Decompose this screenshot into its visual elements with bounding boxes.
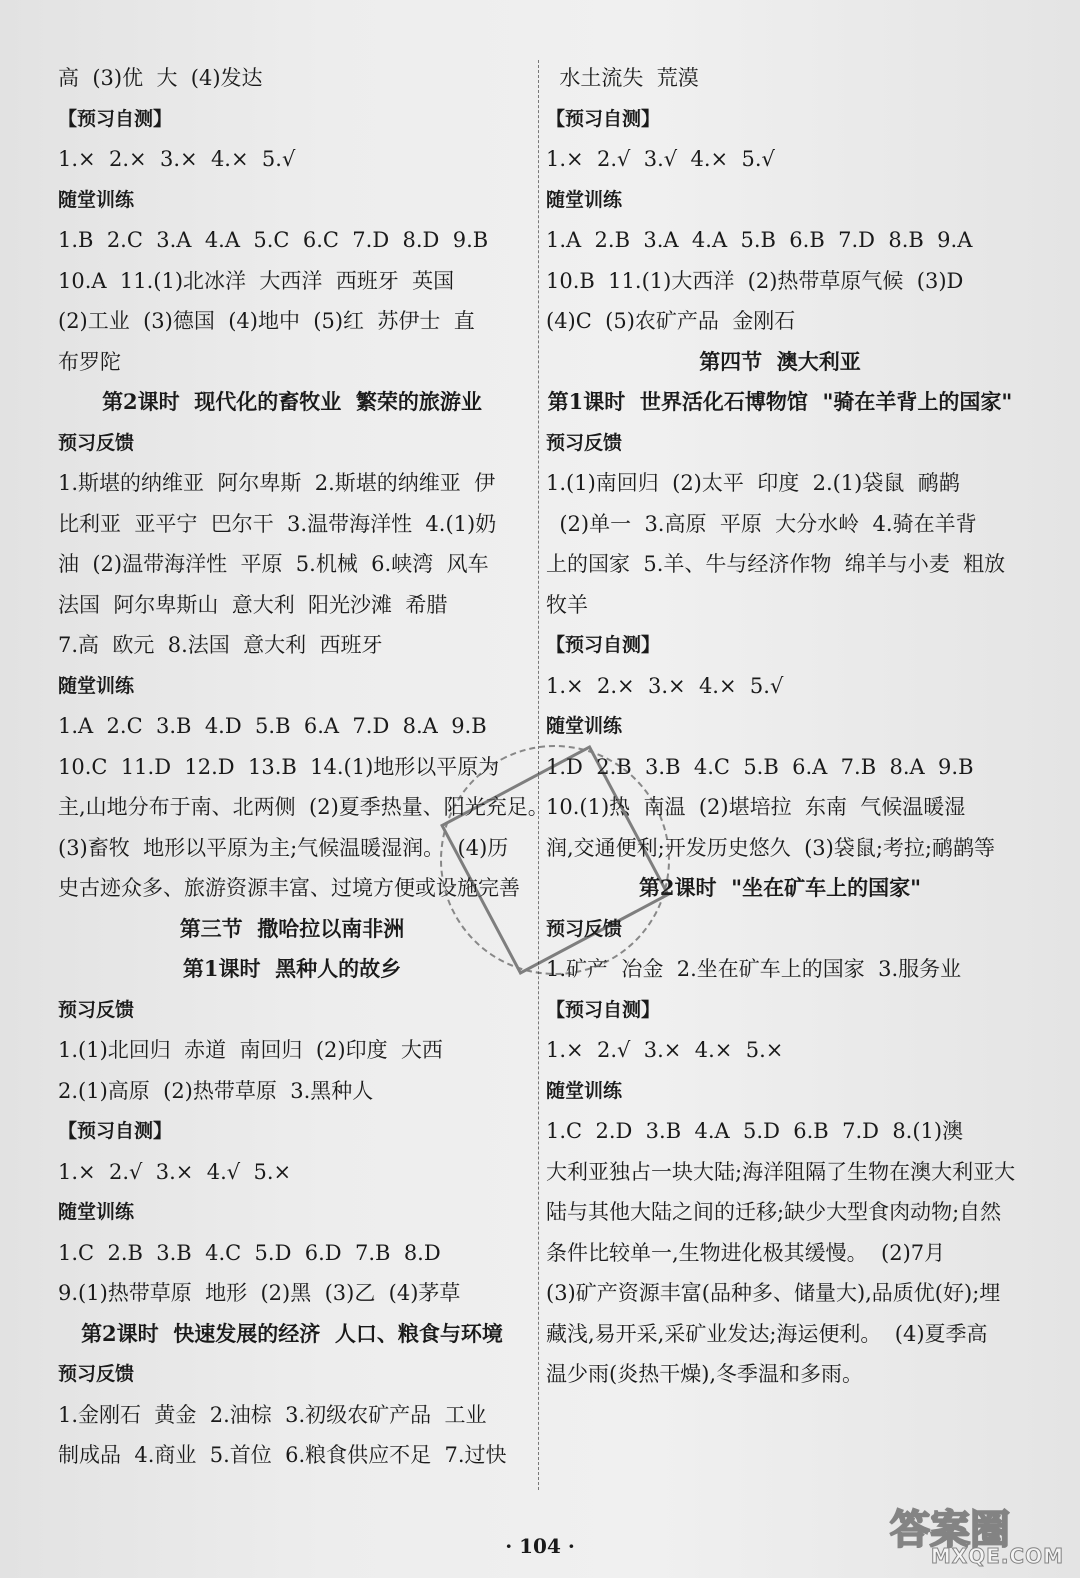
answer-line: 1.矿产 冶金 2.坐在矿车上的国家 3.服务业 <box>546 957 962 981</box>
page-number: · 104 · <box>505 1534 575 1558</box>
answer-line: 大利亚独占一块大陆;海洋阻隔了生物在澳大利亚大 <box>546 1159 1016 1184</box>
answer-line: 藏浅,易开采,采矿业发达;海运便利。 (4)夏季高 <box>546 1321 988 1346</box>
answer-line: 10.A 11.(1)北冰洋 大西洋 西班牙 英国 <box>58 268 455 293</box>
answer-line: 制成品 4.商业 5.首位 6.粮食供应不足 7.过快 <box>58 1443 507 1467</box>
answer-line: 1.C 2.B 3.B 4.C 5.D 6.D 7.B 8.D <box>58 1240 441 1265</box>
section-heading: 第2课时 "坐在矿车上的国家" <box>638 875 922 900</box>
answer-line: 1.× 2.× 3.× 4.× 5.√ <box>58 147 296 171</box>
answer-line: 1.金刚石 黄金 2.油棕 3.初级农矿产品 工业 <box>58 1402 487 1427</box>
answer-line: 2.(1)高原 (2)热带草原 3.黑种人 <box>58 1078 374 1103</box>
answer-line: 法国 阿尔卑斯山 意大利 阳光沙滩 希腊 <box>58 592 448 617</box>
subsection-label: 随堂训练 <box>58 1201 135 1223</box>
answer-line: 条件比较单一,生物进化极其缓慢。 (2)7月 <box>546 1240 946 1265</box>
answer-line: 1.× 2.√ 3.× 4.× 5.× <box>546 1038 784 1062</box>
section-heading: 第三节 撒哈拉以南非洲 <box>179 915 405 941</box>
answer-line: 1.A 2.B 3.A 4.A 5.B 6.B 7.D 8.B 9.A <box>546 228 973 252</box>
subsection-label: 【预习自测】 <box>546 107 661 130</box>
answer-line: 10.(1)热 南温 (2)堪培拉 东南 气候温暖湿 <box>546 795 966 819</box>
answer-line: (2)工业 (3)德国 (4)地中 (5)红 苏伊士 直 <box>58 309 475 333</box>
answer-line: 1.B 2.C 3.A 4.A 5.C 6.C 7.D 8.D 9.B <box>58 228 489 252</box>
subsection-label: 【预习自测】 <box>546 634 661 656</box>
subsection-label: 随堂训练 <box>546 715 623 737</box>
answer-line: 1.斯堪的纳维亚 阿尔卑斯 2.斯堪的纳维亚 伊 <box>58 471 496 495</box>
subsection-label: 预习反馈 <box>546 917 623 940</box>
answer-line: (2)单一 3.高原 平原 大分水岭 4.骑在羊背 <box>546 511 977 536</box>
answer-line: 9.(1)热带草原 地形 (2)黑 (3)乙 (4)茅草 <box>58 1281 461 1305</box>
answer-line: 陆与其他大陆之间的迁移;缺少大型食肉动物;自然 <box>546 1200 1002 1224</box>
answer-line: (3)矿产资源丰富(品种多、储量大),品质优(好);埋 <box>546 1281 1001 1305</box>
answer-line: 油 (2)温带海洋性 平原 5.机械 6.峡湾 风车 <box>58 552 489 576</box>
watermark-cn: 答案圈 <box>890 1507 1010 1553</box>
subsection-label: 随堂训练 <box>546 188 623 211</box>
answer-line: 水土流失 荒漠 <box>546 66 699 90</box>
answer-line: 1.× 2.× 3.× 4.× 5.√ <box>546 673 784 698</box>
right-column <box>546 58 1014 1395</box>
subsection-label: 随堂训练 <box>546 1079 623 1102</box>
subsection-label: 随堂训练 <box>58 188 135 211</box>
answer-line: 1.(1)北回归 赤道 南回归 (2)印度 大西 <box>58 1038 443 1062</box>
left-column <box>58 58 549 1476</box>
section-heading: 第2课时 现代化的畜牧业 繁荣的旅游业 <box>102 389 482 414</box>
subsection-label: 【预习自测】 <box>58 107 173 130</box>
answer-line: 牧羊 <box>546 592 588 617</box>
answer-line: 1.C 2.D 3.B 4.A 5.D 6.B 7.D 8.(1)澳 <box>546 1119 964 1143</box>
subsection-label: 随堂训练 <box>58 674 135 697</box>
answer-line: 1.D 2.B 3.B 4.C 5.B 6.A 7.B 8.A 9.B <box>546 754 974 779</box>
answer-line: 史古迹众多、旅游资源丰富、过境方便或设施完善 <box>58 876 520 900</box>
answer-line: 比利亚 亚平宁 巴尔干 3.温带海洋性 4.(1)奶 <box>58 511 497 536</box>
answer-line: 布罗陀 <box>58 349 121 374</box>
section-heading: 第1课时 世界活化石博物馆 "骑在羊背上的国家" <box>547 389 1013 414</box>
answer-line: 10.C 11.D 12.D 13.B 14.(1)地形以平原为 <box>58 754 500 779</box>
subsection-label: 预习反馈 <box>58 998 135 1021</box>
subsection-label: 预习反馈 <box>58 1363 135 1385</box>
answer-line: 主,山地分布于南、北两侧 (2)夏季热量、阳光充足。 <box>58 795 549 819</box>
answer-line: (4)C (5)农矿产品 金刚石 <box>546 309 796 333</box>
subsection-label: 预习反馈 <box>546 431 623 454</box>
section-heading: 第2课时 快速发展的经济 人口、粮食与环境 <box>81 1320 503 1346</box>
answer-line: (3)畜牧 地形以平原为主;气候温暖湿润。 (4)历 <box>58 835 509 860</box>
answer-line: 1.× 2.√ 3.√ 4.× 5.√ <box>546 147 775 171</box>
answer-line: 7.高 欧元 8.法国 意大利 西班牙 <box>58 633 383 657</box>
answer-line: 1.× 2.√ 3.× 4.√ 5.× <box>58 1159 292 1184</box>
answer-line: 高 (3)优 大 (4)发达 <box>58 66 263 90</box>
section-heading: 第四节 澳大利亚 <box>699 348 861 374</box>
answer-line: 1.A 2.C 3.B 4.D 5.B 6.A 7.D 8.A 9.B <box>58 714 487 738</box>
answer-line: 润,交通便利;开发历史悠久 (3)袋鼠;考拉;鸸鹋等 <box>546 835 995 860</box>
section-heading: 第1课时 黑种人的故乡 <box>182 956 402 981</box>
subsection-label: 预习反馈 <box>58 431 135 454</box>
answer-line: 1.(1)南回归 (2)太平 印度 2.(1)袋鼠 鸸鹋 <box>546 471 960 495</box>
answer-line: 上的国家 5.羊、牛与经济作物 绵羊与小麦 粗放 <box>546 552 1006 576</box>
site-watermark-logo <box>890 1498 1070 1568</box>
watermark-en: MXQE.COM <box>930 1544 1064 1568</box>
subsection-label: 【预习自测】 <box>58 1120 173 1142</box>
answer-line: 10.B 11.(1)大西洋 (2)热带草原气候 (3)D <box>546 268 964 293</box>
subsection-label: 【预习自测】 <box>546 998 661 1021</box>
answer-line: 温少雨(炎热干燥),冬季温和多雨。 <box>546 1362 864 1386</box>
